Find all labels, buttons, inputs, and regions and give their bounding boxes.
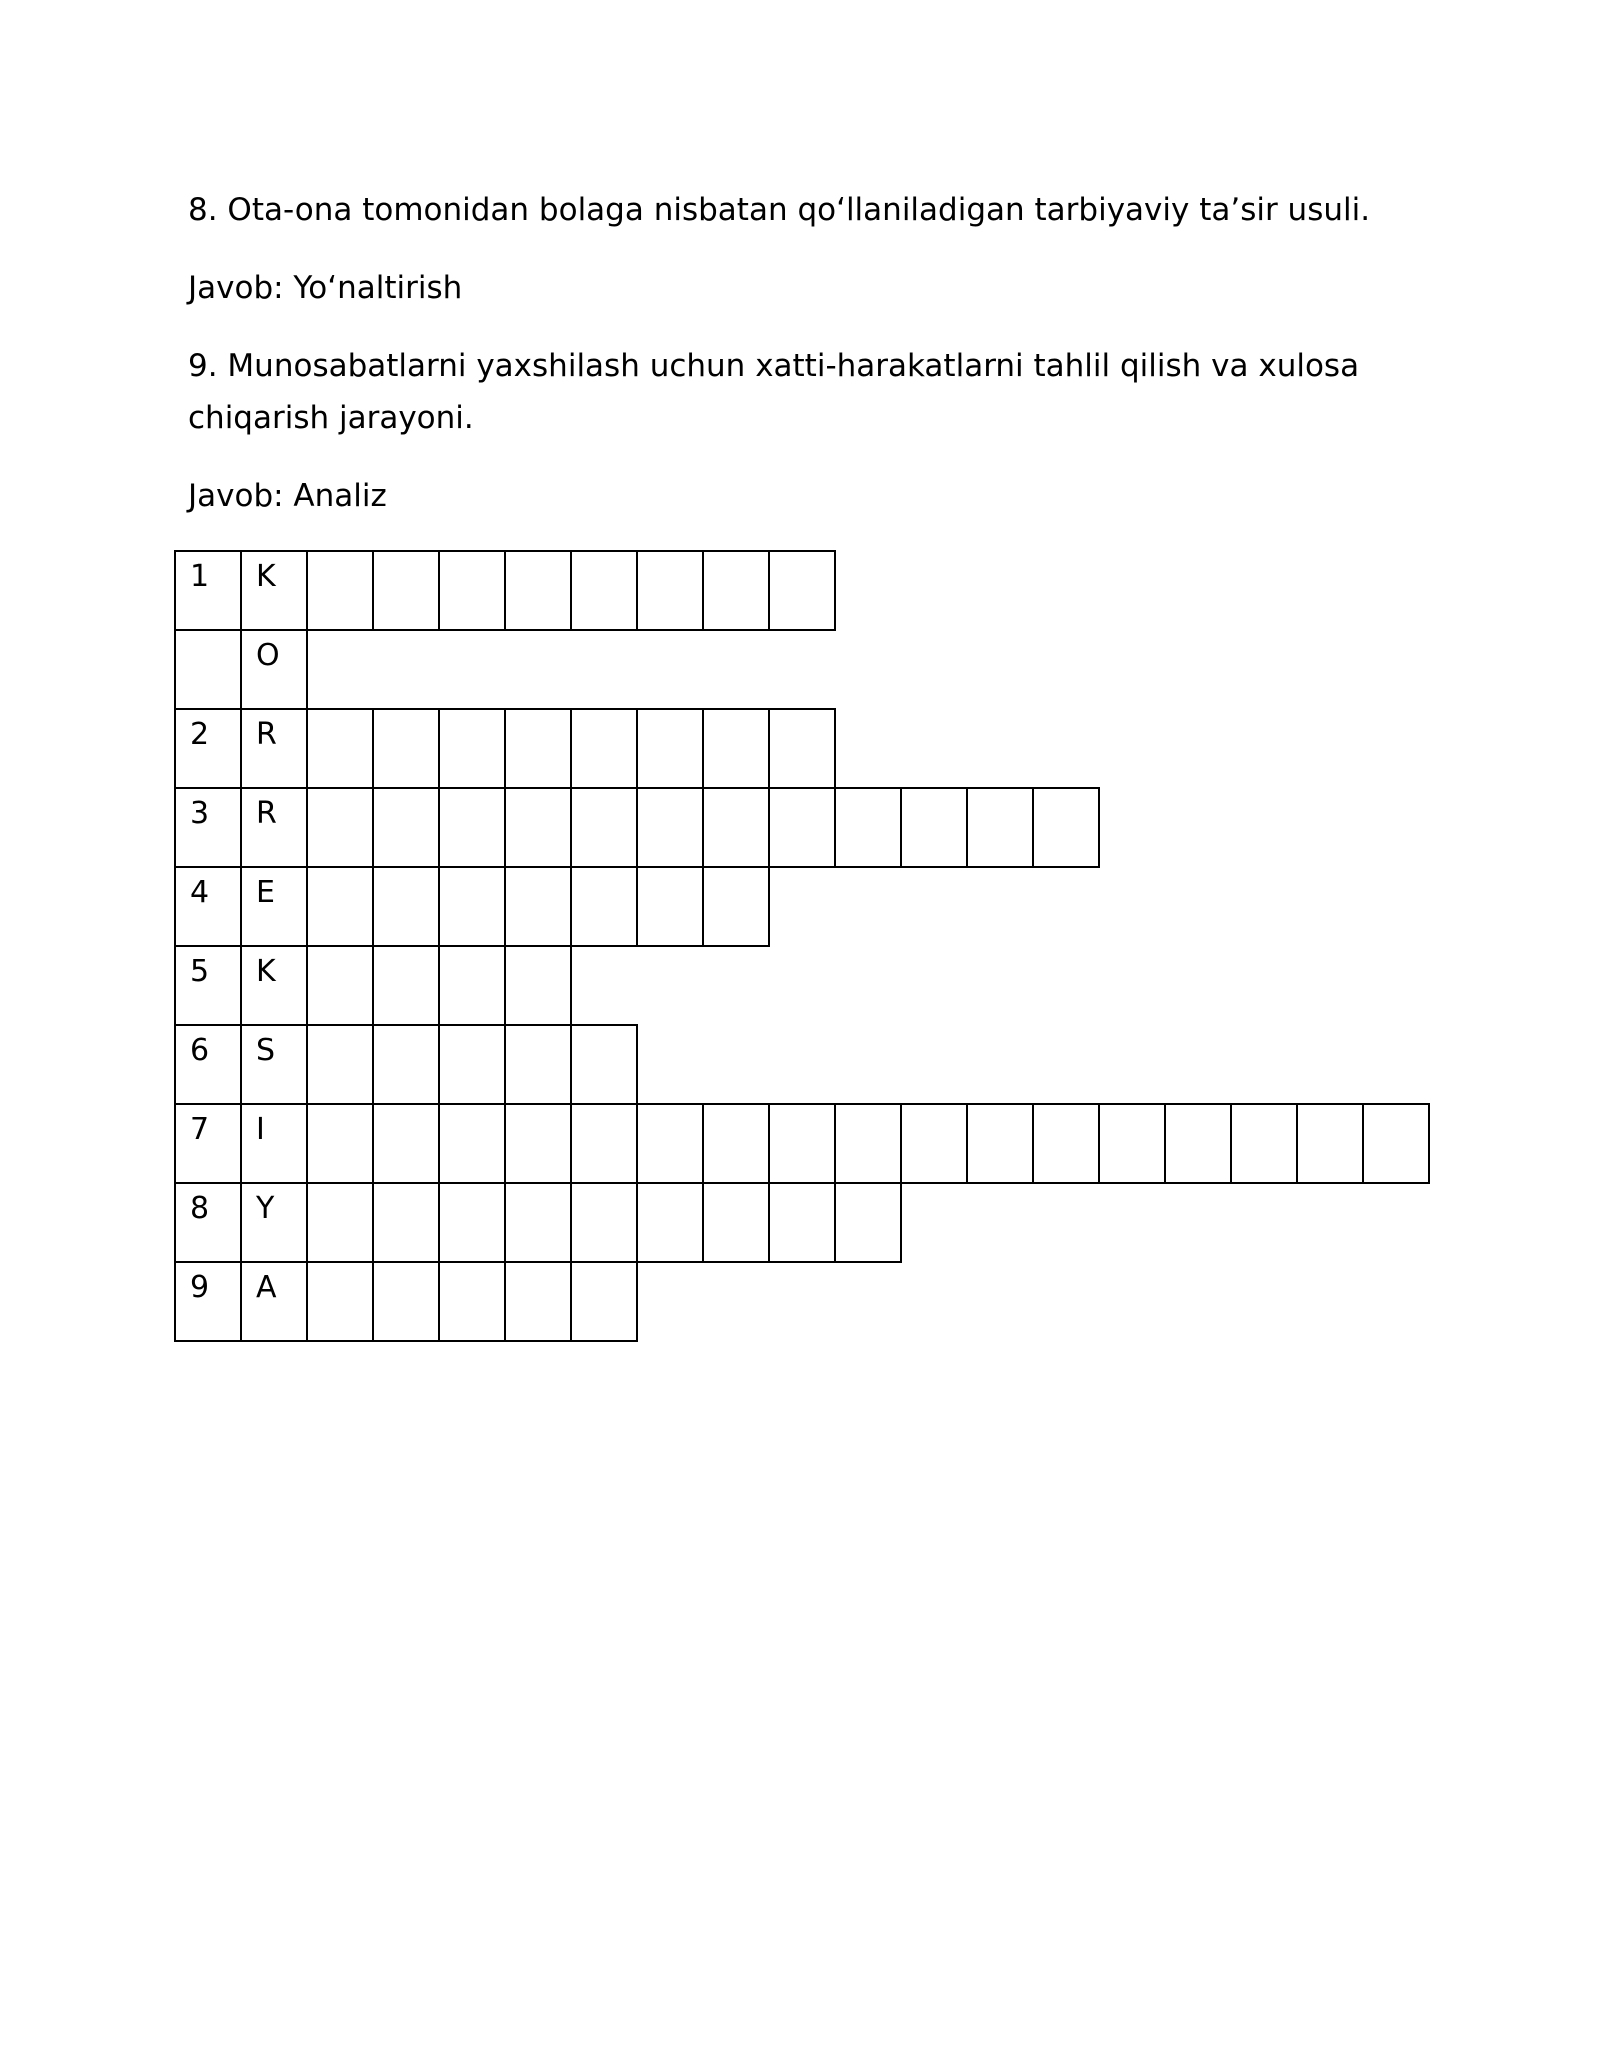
crossword-number-cell <box>174 708 242 789</box>
crossword-empty-cell <box>372 1024 440 1105</box>
crossword-empty-cell <box>768 1182 836 1263</box>
crossword-empty-cell <box>438 866 506 947</box>
question-9-text: 9. Munosabatlarni yaxshilash uchun xatti-harakatlarni tahlil qilish va xulosa chiqarish jarayoni. <box>188 348 1360 436</box>
crossword-empty-cell <box>966 787 1034 868</box>
crossword-letter-cell <box>240 787 308 868</box>
crossword-number-cell <box>174 1103 242 1184</box>
crossword-letter-cell <box>240 1182 308 1263</box>
crossword-empty-cell <box>636 550 704 631</box>
crossword-empty-cell <box>702 787 770 868</box>
crossword-empty-cell <box>504 1103 572 1184</box>
crossword-empty-cell <box>438 1103 506 1184</box>
crossword-empty-cell <box>372 866 440 947</box>
crossword-empty-cell <box>570 550 638 631</box>
crossword-letter-cell <box>240 1103 308 1184</box>
crossword-empty-cell <box>306 708 374 789</box>
crossword-letter: R <box>256 717 277 752</box>
crossword-empty-cell <box>1230 1103 1298 1184</box>
crossword-letter-cell <box>240 629 308 710</box>
crossword-empty-cell <box>306 866 374 947</box>
crossword-number-cell <box>174 787 242 868</box>
crossword-grid <box>174 550 1434 1340</box>
crossword-empty-cell <box>702 708 770 789</box>
crossword-empty-cell <box>372 945 440 1026</box>
crossword-letter-cell <box>240 1261 308 1342</box>
question-9-answer: Javob: Analiz <box>188 478 387 514</box>
crossword-number-cell <box>174 550 242 631</box>
crossword-empty-cell <box>834 787 902 868</box>
crossword-empty-cell <box>306 550 374 631</box>
crossword-letter: O <box>256 638 280 673</box>
crossword-letter-cell <box>240 550 308 631</box>
crossword-empty-cell <box>504 945 572 1026</box>
crossword-empty-cell <box>1296 1103 1364 1184</box>
crossword-empty-cell <box>504 1261 572 1342</box>
crossword-number: 2 <box>190 717 210 752</box>
crossword-empty-cell <box>372 1103 440 1184</box>
question-8-text: 8. Ota-ona tomonidan bolaga nisbatan qo‘llaniladigan tarbiyaviy ta’sir usuli. <box>188 192 1371 228</box>
crossword-empty-cell <box>834 1103 902 1184</box>
question-8-answer: Javob: Yo‘naltirish <box>188 270 463 306</box>
crossword-empty-cell <box>504 550 572 631</box>
crossword-letter: S <box>256 1033 276 1068</box>
crossword-letter-cell <box>240 945 308 1026</box>
crossword-empty-cell <box>834 1182 902 1263</box>
crossword-number-cell <box>174 945 242 1026</box>
crossword-letter-cell <box>240 866 308 947</box>
crossword-empty-cell <box>1164 1103 1232 1184</box>
crossword-empty-cell <box>306 1182 374 1263</box>
crossword-empty-cell <box>372 708 440 789</box>
crossword-number: 6 <box>190 1033 210 1068</box>
crossword-letter-cell <box>240 708 308 789</box>
crossword-number-cell <box>174 1261 242 1342</box>
crossword-number: 8 <box>190 1191 210 1226</box>
crossword-empty-cell <box>504 787 572 868</box>
crossword-empty-cell <box>438 708 506 789</box>
crossword-empty-cell <box>636 708 704 789</box>
crossword-empty-cell <box>570 1261 638 1342</box>
crossword-empty-cell <box>306 787 374 868</box>
crossword-empty-cell <box>1032 787 1100 868</box>
crossword-empty-cell <box>636 787 704 868</box>
crossword-letter: E <box>256 875 275 910</box>
crossword-empty-cell <box>306 1024 374 1105</box>
crossword-empty-cell <box>372 550 440 631</box>
crossword-letter: I <box>256 1112 265 1147</box>
crossword-empty-cell <box>570 1024 638 1105</box>
crossword-empty-cell <box>768 787 836 868</box>
crossword-empty-cell <box>306 945 374 1026</box>
crossword-empty-cell <box>438 1024 506 1105</box>
crossword-empty-cell <box>1362 1103 1430 1184</box>
crossword-number: 4 <box>190 875 210 910</box>
crossword-empty-cell <box>636 866 704 947</box>
crossword-number-cell <box>174 866 242 947</box>
crossword-empty-cell <box>768 1103 836 1184</box>
crossword-empty-cell <box>372 787 440 868</box>
crossword-number: 1 <box>190 559 210 594</box>
crossword-letter: A <box>256 1270 277 1305</box>
crossword-empty-cell <box>570 787 638 868</box>
crossword-number-cell <box>174 1024 242 1105</box>
crossword-number-cell <box>174 629 242 710</box>
crossword-empty-cell <box>438 787 506 868</box>
crossword-empty-cell <box>702 866 770 947</box>
crossword-empty-cell <box>570 1103 638 1184</box>
crossword-empty-cell <box>900 1103 968 1184</box>
crossword-empty-cell <box>570 1182 638 1263</box>
crossword-empty-cell <box>438 945 506 1026</box>
crossword-empty-cell <box>372 1182 440 1263</box>
crossword-empty-cell <box>702 550 770 631</box>
crossword-number: 7 <box>190 1112 210 1147</box>
crossword-empty-cell <box>636 1182 704 1263</box>
crossword-empty-cell <box>1098 1103 1166 1184</box>
crossword-empty-cell <box>636 1103 704 1184</box>
crossword-letter: K <box>256 954 276 989</box>
crossword-empty-cell <box>504 1182 572 1263</box>
crossword-empty-cell <box>306 1103 374 1184</box>
crossword-letter: K <box>256 559 276 594</box>
crossword-empty-cell <box>702 1103 770 1184</box>
crossword-empty-cell <box>438 550 506 631</box>
crossword-empty-cell <box>702 1182 770 1263</box>
crossword-empty-cell <box>570 708 638 789</box>
crossword-empty-cell <box>570 866 638 947</box>
crossword-number: 3 <box>190 796 210 831</box>
crossword-empty-cell <box>504 708 572 789</box>
crossword-letter: Y <box>256 1191 275 1226</box>
crossword-empty-cell <box>438 1182 506 1263</box>
crossword-number: 9 <box>190 1270 210 1305</box>
crossword-number-cell <box>174 1182 242 1263</box>
crossword-number: 5 <box>190 954 210 989</box>
crossword-empty-cell <box>372 1261 440 1342</box>
crossword-empty-cell <box>966 1103 1034 1184</box>
crossword-empty-cell <box>900 787 968 868</box>
crossword-empty-cell <box>768 708 836 789</box>
crossword-letter-cell <box>240 1024 308 1105</box>
crossword-empty-cell <box>1032 1103 1100 1184</box>
crossword-letter: R <box>256 796 277 831</box>
crossword-empty-cell <box>768 550 836 631</box>
crossword-empty-cell <box>438 1261 506 1342</box>
crossword-empty-cell <box>504 1024 572 1105</box>
crossword-empty-cell <box>306 1261 374 1342</box>
crossword-empty-cell <box>504 866 572 947</box>
